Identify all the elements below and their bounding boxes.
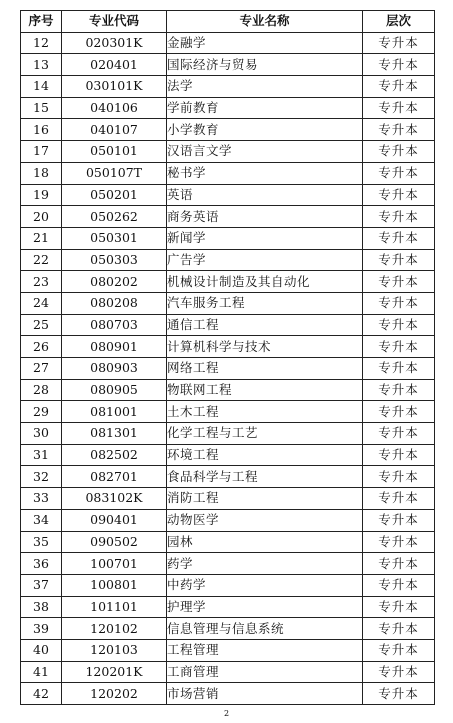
row-code: 040107 xyxy=(62,119,167,141)
table-row xyxy=(21,444,435,466)
row-code: 120103 xyxy=(62,639,167,661)
row-major-name: 商务英语 xyxy=(167,206,363,228)
row-seq: 42 xyxy=(21,683,62,705)
row-major-name: 消防工程 xyxy=(167,488,363,510)
table-row xyxy=(21,379,435,401)
row-code: 100801 xyxy=(62,574,167,596)
row-major-name: 秘书学 xyxy=(167,162,363,184)
row-major-name: 土木工程 xyxy=(167,401,363,423)
row-level: 专升本 xyxy=(363,358,435,380)
row-major-name: 学前教育 xyxy=(167,97,363,119)
row-level: 专升本 xyxy=(363,336,435,358)
table-row xyxy=(21,574,435,596)
row-major-name: 环境工程 xyxy=(167,444,363,466)
row-major-name: 市场营销 xyxy=(167,683,363,705)
row-major-name: 广告学 xyxy=(167,249,363,271)
row-major-name: 小学教育 xyxy=(167,119,363,141)
table-row xyxy=(21,596,435,618)
table-row xyxy=(21,401,435,423)
row-level: 专升本 xyxy=(363,162,435,184)
row-level: 专升本 xyxy=(363,141,435,163)
row-level: 专升本 xyxy=(363,661,435,683)
row-level: 专升本 xyxy=(363,509,435,531)
row-code: 080905 xyxy=(62,379,167,401)
row-seq: 23 xyxy=(21,271,62,293)
row-level: 专升本 xyxy=(363,639,435,661)
row-code: 030101K xyxy=(62,76,167,98)
header-row xyxy=(21,11,435,33)
majors-table xyxy=(20,10,435,705)
table-row xyxy=(21,314,435,336)
row-code: 081001 xyxy=(62,401,167,423)
row-level: 专升本 xyxy=(363,54,435,76)
table-row xyxy=(21,141,435,163)
row-seq: 31 xyxy=(21,444,62,466)
row-seq: 36 xyxy=(21,553,62,575)
table-row xyxy=(21,249,435,271)
row-seq: 22 xyxy=(21,249,62,271)
table-body xyxy=(21,32,435,704)
table-row xyxy=(21,509,435,531)
row-level: 专升本 xyxy=(363,618,435,640)
row-code: 080202 xyxy=(62,271,167,293)
table-row xyxy=(21,618,435,640)
table-row xyxy=(21,423,435,445)
row-level: 专升本 xyxy=(363,97,435,119)
row-major-name: 国际经济与贸易 xyxy=(167,54,363,76)
row-major-name: 化学工程与工艺 xyxy=(167,423,363,445)
row-major-name: 通信工程 xyxy=(167,314,363,336)
row-major-name: 食品科学与工程 xyxy=(167,466,363,488)
row-seq: 13 xyxy=(21,54,62,76)
row-seq: 20 xyxy=(21,206,62,228)
row-code: 101101 xyxy=(62,596,167,618)
row-seq: 18 xyxy=(21,162,62,184)
row-seq: 28 xyxy=(21,379,62,401)
row-code: 080901 xyxy=(62,336,167,358)
row-seq: 35 xyxy=(21,531,62,553)
table-row xyxy=(21,206,435,228)
table-row xyxy=(21,271,435,293)
row-seq: 30 xyxy=(21,423,62,445)
row-major-name: 物联网工程 xyxy=(167,379,363,401)
row-seq: 26 xyxy=(21,336,62,358)
row-major-name: 网络工程 xyxy=(167,358,363,380)
table-row xyxy=(21,119,435,141)
row-level: 专升本 xyxy=(363,466,435,488)
row-major-name: 计算机科学与技术 xyxy=(167,336,363,358)
row-code: 020301K xyxy=(62,32,167,54)
row-level: 专升本 xyxy=(363,119,435,141)
row-level: 专升本 xyxy=(363,32,435,54)
table-row xyxy=(21,292,435,314)
row-level: 专升本 xyxy=(363,379,435,401)
page-number: 2 xyxy=(223,709,230,718)
table-row xyxy=(21,488,435,510)
row-code: 050101 xyxy=(62,141,167,163)
row-seq: 40 xyxy=(21,639,62,661)
row-major-name: 药学 xyxy=(167,553,363,575)
row-level: 专升本 xyxy=(363,423,435,445)
row-major-name: 动物医学 xyxy=(167,509,363,531)
row-code: 050303 xyxy=(62,249,167,271)
row-major-name: 信息管理与信息系统 xyxy=(167,618,363,640)
row-seq: 38 xyxy=(21,596,62,618)
table-row xyxy=(21,162,435,184)
table-row xyxy=(21,358,435,380)
row-level: 专升本 xyxy=(363,553,435,575)
row-code: 120202 xyxy=(62,683,167,705)
row-seq: 41 xyxy=(21,661,62,683)
row-level: 专升本 xyxy=(363,683,435,705)
row-seq: 17 xyxy=(21,141,62,163)
header-level: 层次 xyxy=(363,11,435,33)
header-code: 专业代码 xyxy=(62,11,167,33)
row-level: 专升本 xyxy=(363,596,435,618)
row-level: 专升本 xyxy=(363,488,435,510)
row-code: 120201K xyxy=(62,661,167,683)
row-seq: 33 xyxy=(21,488,62,510)
table-header xyxy=(21,11,435,33)
table-row xyxy=(21,661,435,683)
row-code: 050262 xyxy=(62,206,167,228)
row-seq: 32 xyxy=(21,466,62,488)
row-major-name: 汽车服务工程 xyxy=(167,292,363,314)
table-row xyxy=(21,531,435,553)
table-row xyxy=(21,76,435,98)
row-major-name: 中药学 xyxy=(167,574,363,596)
row-code: 050301 xyxy=(62,227,167,249)
row-seq: 12 xyxy=(21,32,62,54)
row-code: 082502 xyxy=(62,444,167,466)
row-seq: 15 xyxy=(21,97,62,119)
row-level: 专升本 xyxy=(363,184,435,206)
row-level: 专升本 xyxy=(363,574,435,596)
table-row xyxy=(21,97,435,119)
row-code: 050107T xyxy=(62,162,167,184)
row-seq: 39 xyxy=(21,618,62,640)
header-seq: 序号 xyxy=(21,11,62,33)
row-code: 040106 xyxy=(62,97,167,119)
row-major-name: 金融学 xyxy=(167,32,363,54)
header-major-name: 专业名称 xyxy=(167,11,363,33)
row-code: 090401 xyxy=(62,509,167,531)
row-level: 专升本 xyxy=(363,314,435,336)
row-seq: 37 xyxy=(21,574,62,596)
row-level: 专升本 xyxy=(363,249,435,271)
table-row xyxy=(21,184,435,206)
row-major-name: 英语 xyxy=(167,184,363,206)
row-code: 082701 xyxy=(62,466,167,488)
table-row xyxy=(21,683,435,705)
table-row xyxy=(21,54,435,76)
row-code: 020401 xyxy=(62,54,167,76)
row-code: 083102K xyxy=(62,488,167,510)
row-code: 080208 xyxy=(62,292,167,314)
row-major-name: 工程管理 xyxy=(167,639,363,661)
row-level: 专升本 xyxy=(363,401,435,423)
row-code: 081301 xyxy=(62,423,167,445)
row-major-name: 园林 xyxy=(167,531,363,553)
row-code: 080703 xyxy=(62,314,167,336)
table-row xyxy=(21,466,435,488)
row-level: 专升本 xyxy=(363,271,435,293)
row-major-name: 护理学 xyxy=(167,596,363,618)
row-seq: 19 xyxy=(21,184,62,206)
row-major-name: 工商管理 xyxy=(167,661,363,683)
row-code: 050201 xyxy=(62,184,167,206)
row-level: 专升本 xyxy=(363,292,435,314)
row-code: 100701 xyxy=(62,553,167,575)
row-major-name: 机械设计制造及其自动化 xyxy=(167,271,363,293)
row-major-name: 新闻学 xyxy=(167,227,363,249)
row-seq: 34 xyxy=(21,509,62,531)
table-row xyxy=(21,336,435,358)
row-seq: 25 xyxy=(21,314,62,336)
row-level: 专升本 xyxy=(363,227,435,249)
row-seq: 24 xyxy=(21,292,62,314)
row-major-name: 法学 xyxy=(167,76,363,98)
row-seq: 27 xyxy=(21,358,62,380)
row-seq: 16 xyxy=(21,119,62,141)
row-seq: 29 xyxy=(21,401,62,423)
table-row xyxy=(21,32,435,54)
row-seq: 21 xyxy=(21,227,62,249)
row-level: 专升本 xyxy=(363,531,435,553)
row-major-name: 汉语言文学 xyxy=(167,141,363,163)
row-level: 专升本 xyxy=(363,76,435,98)
row-code: 080903 xyxy=(62,358,167,380)
row-level: 专升本 xyxy=(363,206,435,228)
row-seq: 14 xyxy=(21,76,62,98)
table-row xyxy=(21,553,435,575)
table-row xyxy=(21,639,435,661)
row-code: 090502 xyxy=(62,531,167,553)
table-row xyxy=(21,227,435,249)
row-code: 120102 xyxy=(62,618,167,640)
row-level: 专升本 xyxy=(363,444,435,466)
